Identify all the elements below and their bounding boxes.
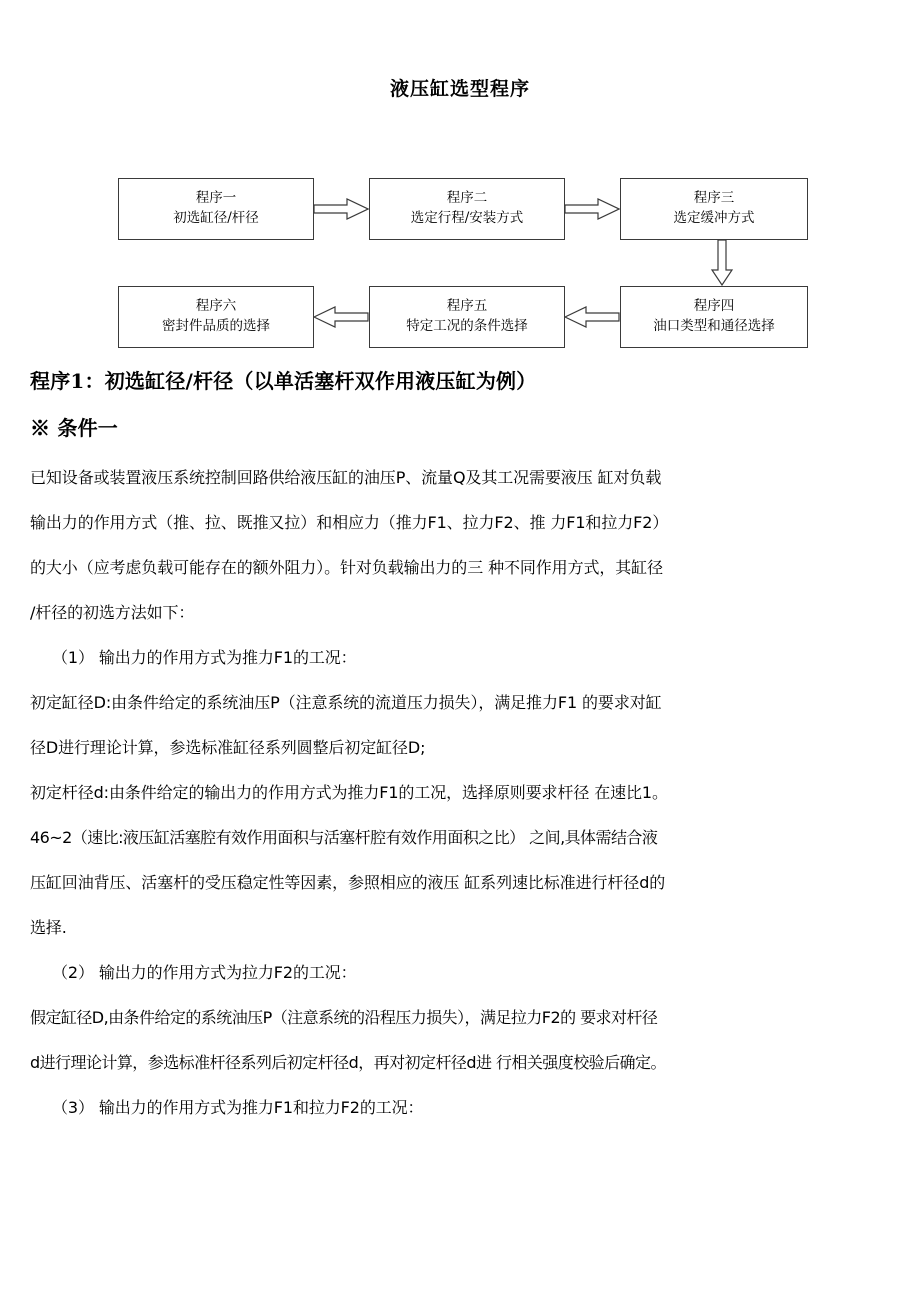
body-line: 初定缸径D:由条件给定的系统油压P（注意系统的流道压力损失），满足推力F1 的要求对缸 bbox=[30, 693, 662, 712]
body-line: 的大小（应考虑负载可能存在的额外阻力）。针对负载输出力的三 种不同作用方式，其缸径 bbox=[30, 558, 663, 577]
flow-box-step-4-line1: 程序四 bbox=[693, 298, 735, 315]
arrow-left-icon-5-to-6 bbox=[314, 305, 369, 329]
arrow-right-icon-1-to-2 bbox=[314, 197, 369, 221]
body-line: （2） 输出力的作用方式为拉力F2的工况： bbox=[52, 963, 357, 982]
flowchart-row-bottom bbox=[118, 286, 808, 348]
flow-box-step-5-line2: 特定工况的条件选择 bbox=[406, 318, 528, 334]
body-text-block bbox=[30, 455, 896, 1130]
flow-box-step-3-line1: 程序三 bbox=[693, 190, 735, 207]
flow-box-step-6-line1: 程序六 bbox=[195, 298, 237, 315]
procedure-flowchart bbox=[118, 178, 808, 348]
heading-procedure-1: 程序1：初选缸径/杆径（以单活塞杆双作用液压缸为例） bbox=[30, 369, 537, 393]
body-line: 初定杆径d:由条件给定的输出力的作用方式为推力F1的工况，选择原则要求杆径 在速比1。 bbox=[30, 783, 668, 802]
body-line: /杆径的初选方法如下： bbox=[30, 603, 195, 622]
body-line: 已知设备或装置液压系统控制回路供给液压缸的油压P、流量Q及其工况需要液压 缸对负载 bbox=[30, 468, 662, 487]
body-line: 输出力的作用方式（推、拉、既推又拉）和相应力（推力F1、拉力F2、推 力F1和拉力F2） bbox=[30, 513, 669, 532]
flow-box-step-5-line1: 程序五 bbox=[446, 298, 488, 315]
flow-box-step-1[interactable] bbox=[118, 178, 314, 240]
body-line: 压缸回油背压、活塞杆的受压稳定性等因素，参照相应的液压 缸系列速比标准进行杆径d的 bbox=[30, 873, 666, 892]
flow-box-step-6-line2: 密封件品质的选择 bbox=[162, 318, 270, 334]
flow-box-step-2-line1: 程序二 bbox=[446, 190, 488, 207]
flow-box-step-4[interactable] bbox=[620, 286, 808, 348]
flow-box-step-2-line2: 选定行程/安装方式 bbox=[410, 210, 524, 226]
flow-box-step-1-line1: 程序一 bbox=[195, 190, 237, 207]
flow-box-step-6[interactable] bbox=[118, 286, 314, 348]
body-line: 选择. bbox=[30, 918, 67, 937]
heading-condition-1: ※ 条件一 bbox=[30, 416, 118, 440]
body-line: 假定缸径D,由条件给定的系统油压P（注意系统的沿程压力损失），满足拉力F2的 要求对杆径 bbox=[30, 1008, 658, 1027]
body-line: （1） 输出力的作用方式为推力F1的工况： bbox=[52, 648, 357, 667]
body-line: （3） 输出力的作用方式为推力F1和拉力F2的工况： bbox=[52, 1098, 424, 1117]
body-line: 46~2（速比:液压缸活塞腔有效作用面积与活塞杆腔有效作用面积之比） 之间,具体需结合液 bbox=[30, 828, 658, 847]
arrow-down-icon-3-to-4 bbox=[710, 240, 734, 286]
body-line: 径D进行理论计算，参选标准缸径系列圆整后初定缸径D; bbox=[30, 738, 426, 757]
arrow-left-icon-4-to-5 bbox=[565, 305, 620, 329]
body-line: d进行理论计算，参选标准杆径系列后初定杆径d，再对初定杆径d进 行相关强度校验后确定。 bbox=[30, 1053, 666, 1072]
flow-box-step-3[interactable] bbox=[620, 178, 808, 240]
flow-box-step-2[interactable] bbox=[369, 178, 565, 240]
flowchart-row-top bbox=[118, 178, 808, 240]
flow-box-step-4-line2: 油口类型和通径选择 bbox=[653, 318, 775, 334]
page-title: 液压缸选型程序 bbox=[389, 78, 530, 100]
flow-box-step-5[interactable] bbox=[369, 286, 565, 348]
flow-box-step-1-line2: 初选缸径/杆径 bbox=[173, 210, 259, 226]
flow-box-step-3-line2: 选定缓冲方式 bbox=[673, 210, 755, 226]
arrow-right-icon-2-to-3 bbox=[565, 197, 620, 221]
